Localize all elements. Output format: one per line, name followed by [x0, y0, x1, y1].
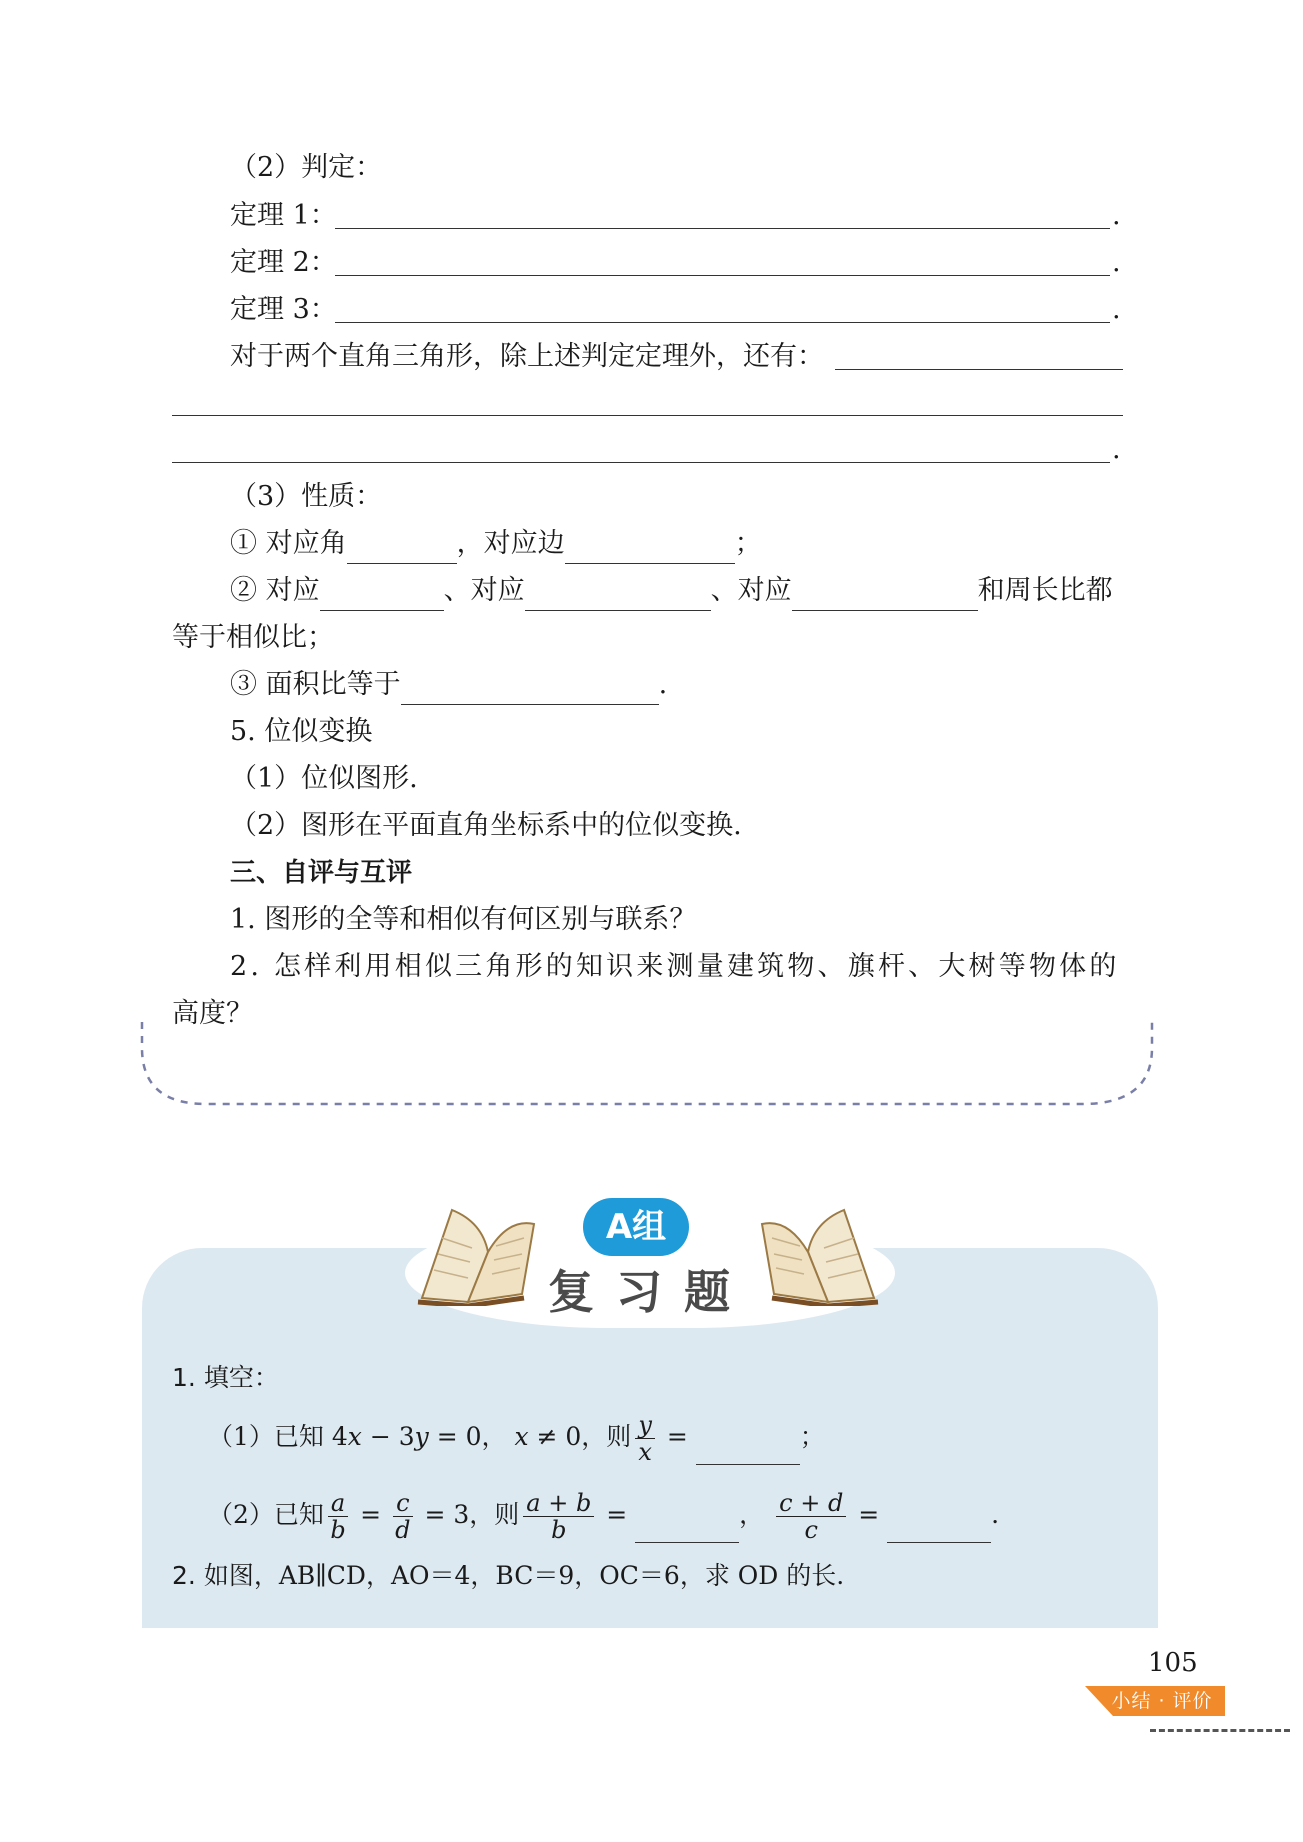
angle-blank[interactable]	[347, 533, 457, 564]
open-book-left-icon	[412, 1198, 540, 1306]
side-blank[interactable]	[565, 533, 735, 564]
homothety-heading: 5. 位似变换	[230, 716, 373, 747]
question-1-text: 填空：	[203, 1363, 279, 1392]
right-triangle-blank-2[interactable]	[172, 415, 1123, 416]
properties-heading: （3）性质：	[230, 481, 383, 512]
q1-2-prefix: （2）已知	[208, 1500, 324, 1529]
property-3: ③ 面积比等于 .	[230, 665, 667, 705]
q1-1-mid2: = 0，	[428, 1422, 507, 1451]
review-title: 复习题	[548, 1265, 752, 1319]
theorem-1-blank[interactable]	[335, 228, 1110, 229]
property-1-b: ，对应边	[456, 528, 565, 559]
q1-2-eq3: = 3，则	[416, 1500, 520, 1529]
q1-2-answer-blank-2[interactable]	[887, 1516, 991, 1543]
theorem-1-label: 定理 1：	[230, 200, 337, 231]
ratio-blank-2[interactable]	[525, 580, 711, 611]
ratio-blank-1[interactable]	[320, 580, 444, 611]
theorem-2-blank[interactable]	[335, 275, 1110, 276]
property-1: ① 对应角 ，对应边 ；	[230, 524, 762, 564]
fraction-c-over-d: $\frac{c}{d}$	[393, 1490, 412, 1543]
question-2	[172, 1556, 844, 1596]
judge-heading: （2）判定：	[230, 152, 383, 183]
q1-1-prefix: （1）已知 4	[208, 1422, 348, 1451]
dashed-answer-area	[136, 1018, 1162, 1108]
property-2-a: ② 对应	[230, 575, 320, 606]
self-eval-q2: 2. 怎样利用相似三角形的知识来测量建筑物、旗杆、大树等物体的	[230, 951, 1120, 982]
self-eval-q2-cont: 高度？	[172, 998, 253, 1029]
question-1-1: （1）已知 4x − 3y = 0， x ≠ 0，则 $\frac{y}{x}$ = ；	[208, 1411, 825, 1466]
area-ratio-blank[interactable]	[401, 674, 659, 705]
q1-1-neq: ≠ 0，则	[528, 1422, 632, 1451]
page-number: 105	[1148, 1648, 1198, 1678]
q1-1-answer-blank[interactable]	[696, 1438, 800, 1465]
question-1	[172, 1358, 279, 1398]
q1-1-mid: − 3	[361, 1422, 415, 1451]
section-tag: 小结 · 评价	[1111, 1690, 1213, 1712]
property-1-a: ① 对应角	[230, 528, 347, 559]
question-1-number: 1.	[172, 1363, 196, 1392]
q1-1-eq: =	[658, 1422, 696, 1451]
period: .	[1112, 200, 1121, 231]
question-2-number: 2.	[172, 1561, 196, 1590]
period: .	[1112, 434, 1121, 465]
homothety-item-1: （1）位似图形.	[230, 763, 418, 794]
theorem-3-blank[interactable]	[335, 322, 1110, 323]
period: .	[1112, 294, 1121, 325]
question-1-2: （2）已知 $\frac{a}{b}$ = $\frac{c}{d}$ = 3，则 $\frac{a + b}{b}$ = ， $\frac{c + d}{c}$ = .	[208, 1489, 1000, 1544]
right-triangle-blank-1[interactable]	[835, 369, 1123, 370]
fraction-a-plus-b-over-b: $\frac{a + b}{b}$	[523, 1490, 594, 1543]
footer-dashed-line	[1150, 1729, 1290, 1732]
question-2-text: 如图，AB∥CD，AO＝4，BC＝9，OC＝6，求 OD 的长.	[203, 1561, 845, 1590]
q1-2-answer-blank-1[interactable]	[635, 1516, 739, 1543]
property-2-d: 和周长比都	[977, 575, 1113, 606]
property-2-c: 、对应	[710, 575, 792, 606]
period: .	[1112, 247, 1121, 278]
right-triangle-text: 对于两个直角三角形，除上述判定定理外，还有：	[230, 341, 824, 372]
self-eval-heading: 三、自评与互评	[230, 858, 413, 888]
right-triangle-blank-3[interactable]	[172, 462, 1110, 463]
open-book-right-icon	[756, 1198, 884, 1306]
theorem-2-label: 定理 2：	[230, 247, 337, 278]
property-2	[230, 571, 1113, 611]
ratio-blank-3[interactable]	[792, 580, 978, 611]
group-a-badge: A组	[583, 1198, 689, 1256]
fraction-y-over-x: $\frac{y}{x}$	[635, 1412, 655, 1465]
theorem-3-label: 定理 3：	[230, 294, 337, 325]
fraction-a-over-b: $\frac{a}{b}$	[328, 1490, 348, 1543]
self-eval-q1: 1. 图形的全等和相似有何区别与联系？	[230, 904, 697, 935]
property-2-b: 、对应	[443, 575, 525, 606]
property-2-cont: 等于相似比；	[172, 622, 334, 653]
homothety-item-2: （2）图形在平面直角坐标系中的位似变换.	[230, 810, 742, 841]
property-3-a: ③ 面积比等于	[230, 669, 401, 700]
fraction-c-plus-d-over-c: $\frac{c + d}{c}$	[776, 1490, 846, 1543]
